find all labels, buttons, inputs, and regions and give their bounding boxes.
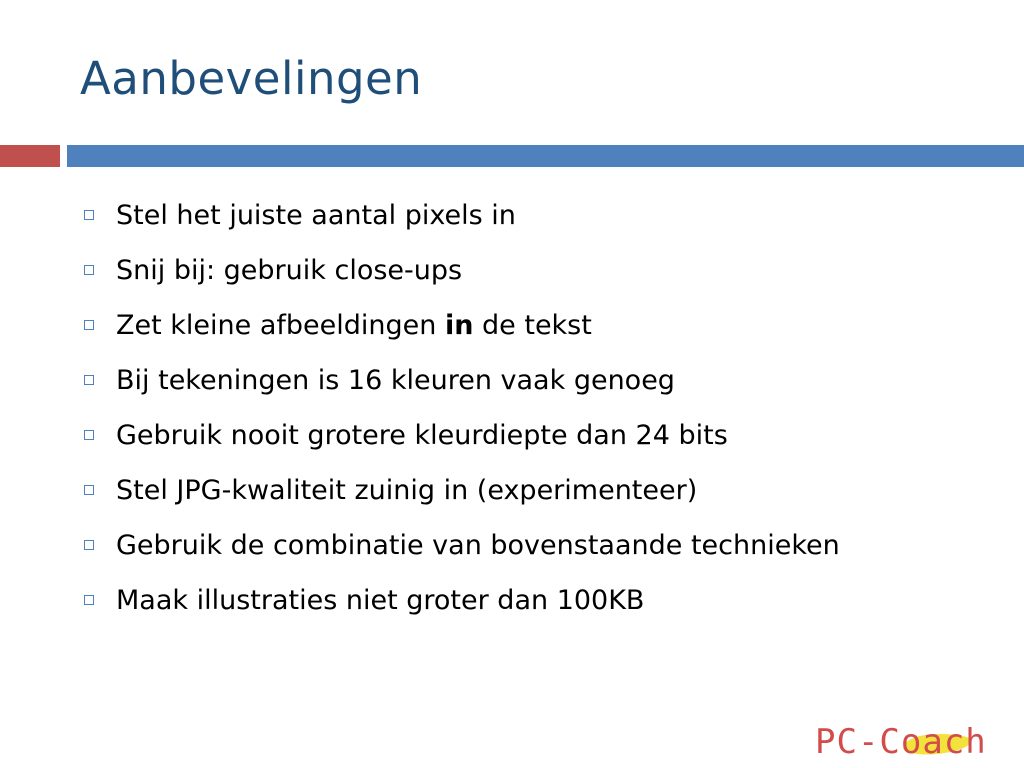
square-bullet-icon [84,430,94,440]
bullet-text: Bij tekeningen is 16 kleuren vaak genoeg [116,365,675,396]
bullet-text: Gebruik nooit grotere kleurdiepte dan 24 bits [116,420,728,451]
bullet-text: Snij bij: gebruik close-ups [116,255,463,286]
bullet-item [80,362,940,399]
square-bullet-icon [84,485,94,495]
square-bullet-icon [84,320,94,330]
bullet-text [116,310,592,341]
square-bullet-icon [84,265,94,275]
bullet-text: Gebruik de combinatie van bovenstaande technieken [116,530,840,561]
bullet-item [80,527,940,564]
logo-text: PC-Coach [815,722,987,762]
bullet-item [80,307,940,344]
bullet-text: Stel JPG-kwaliteit zuinig in (experimenteer) [116,475,698,506]
bullet-text-bold: in [444,310,474,341]
bullet-item [80,197,940,234]
square-bullet-icon [84,540,94,550]
bullet-text-after: de tekst [473,310,592,341]
bullet-item [80,252,940,289]
pc-coach-logo [815,720,1015,765]
accent-bar-blue [67,145,1024,167]
bullet-item [80,472,940,509]
bullet-text: Stel het juiste aantal pixels in [116,200,516,231]
square-bullet-icon [84,595,94,605]
square-bullet-icon [84,375,94,385]
bullet-item [80,582,940,619]
square-bullet-icon [84,210,94,220]
bullet-item [80,417,940,454]
bullet-text-before: Zet kleine afbeeldingen [116,310,445,341]
accent-bar-red [0,145,60,167]
bullet-list [80,197,940,637]
slide-title: Aanbevelingen [80,52,423,105]
bullet-text: Maak illustraties niet groter dan 100KB [116,585,645,616]
